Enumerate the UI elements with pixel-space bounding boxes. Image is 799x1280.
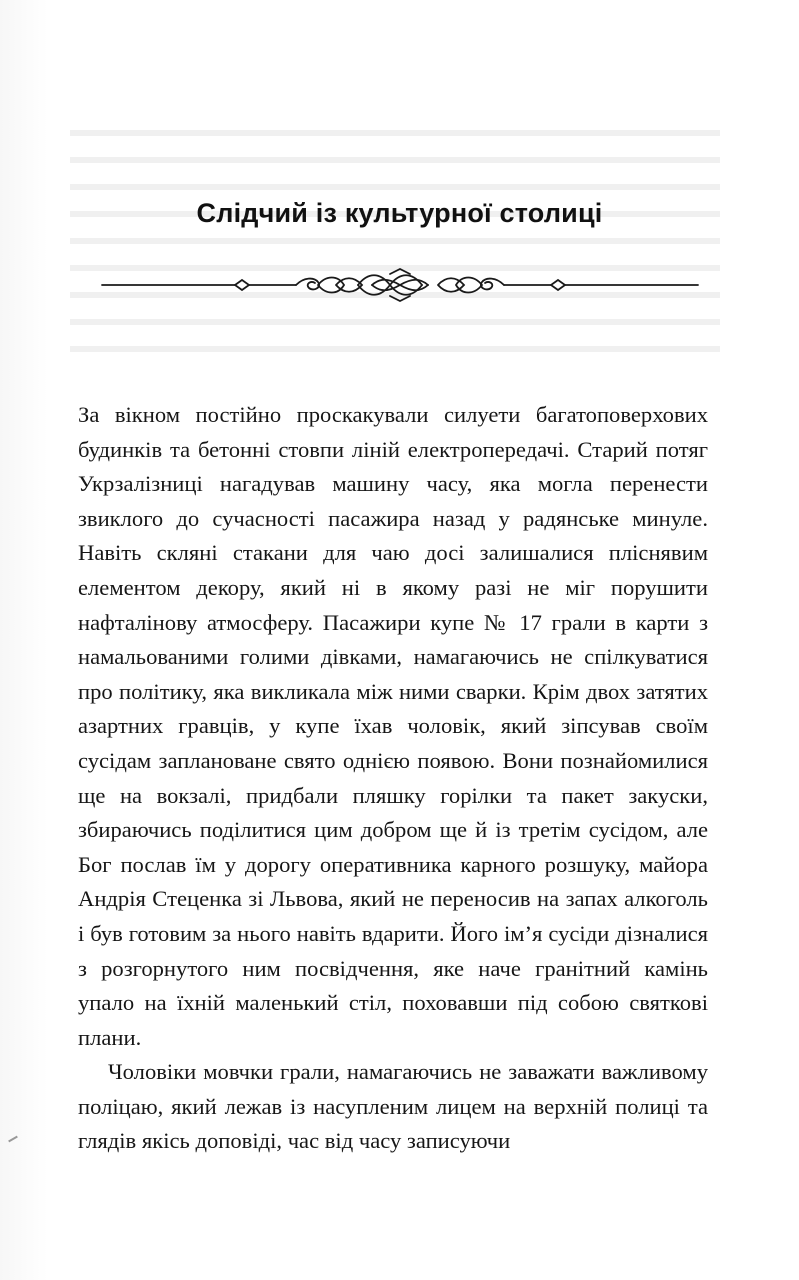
body-text	[78, 398, 708, 1159]
scan-mark	[8, 1136, 18, 1143]
bleed-through-shadow	[70, 130, 720, 370]
paragraph: За вікном постійно проскакували силуети багатоповерхових будинків та бетонні стовпи ліній електропередачі. Старий потяг Укрзалізниці нагадував машину часу, яка могла перенести звиклого до сучасності пасажира назад у радянське минуле. Навіть скляні стакани для чаю досі залишалися пліснявим елементом декору, який ні в якому разі не міг порушити нафталінову атмосферу. Пасажири купе № 17 грали в карти з намальованими голими дівками, намагаючись не спілкуватися про політику, яка викликала між ними сварки. Крім двох затятих азартних гравців, у купе їхав чоловік, який зіпсував своїм сусідам заплановане свято однією появою. Вони познайомилися ще на вокзалі, придбали пляшку горілки та пакет закуски, збираючись поділитися цим добром ще й із третім сусідом, але Бог послав їм у дорогу оперативника карного розшуку, майора Андрія Стеценка зі Львова, який не переносив на запах алкоголь і був готовим за нього навіть вдарити. Його ім’я сусіди дізналися з розгорнутого ним посвідчення, яке наче гранітний камінь упало на їхній маленький стіл, поховавши під собою святкові плани.	[78, 402, 708, 1050]
chapter-title: Слідчий із культурної столиці	[196, 198, 603, 228]
scroll-flourish-icon	[100, 268, 700, 302]
paragraph: Чоловіки мовчки грали, намагаючись не заважати важливому поліцаю, який лежав із насупленим лицем на верхній полиці та глядів якісь доповіді, час від часу записуючи	[78, 1059, 708, 1154]
